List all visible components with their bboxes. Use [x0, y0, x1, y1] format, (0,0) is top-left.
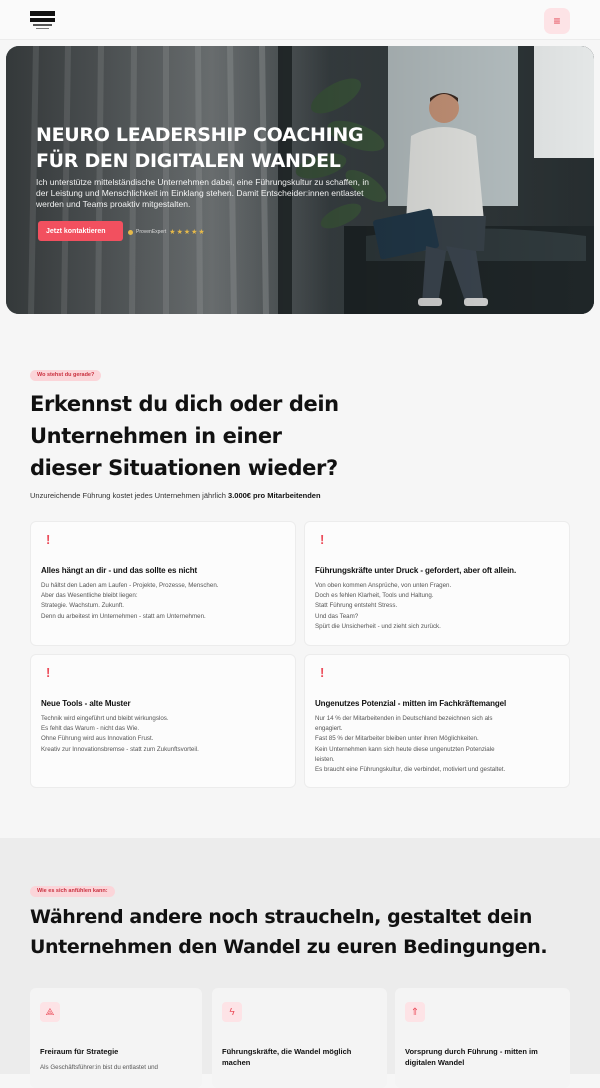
situation-card-line: Aber das Wesentliche bleibt liegen:	[41, 592, 138, 600]
benefit-card-title: Freiraum für Strategie	[40, 1047, 119, 1056]
situation-card-line: Nur 14 % der Mitarbeitenden in Deutschland bezeichnen sich als	[315, 715, 493, 722]
exclamation-icon: !	[46, 532, 51, 547]
contact-now-button[interactable]: Jetzt kontaktieren	[38, 221, 123, 241]
rating-stars-icon: ★★★★★	[169, 229, 206, 236]
situation-card-line: engagiert.	[315, 725, 343, 733]
benefits-eyebrow-pill: Wie es sich anfühlen kann:	[30, 886, 115, 897]
lightning-icon: ϟ	[222, 1002, 242, 1022]
hamburger-menu-button[interactable]	[544, 8, 570, 34]
logo-tagline	[36, 28, 49, 29]
situation-card-line: Technik wird eingeführt und bleibt wirkungslos.	[41, 715, 169, 722]
situation-card	[304, 654, 570, 788]
hero-section	[6, 46, 594, 314]
provenexpert-rating-badge[interactable]	[128, 227, 206, 237]
subheading-text: Unzureichende Führung kostet jedes Unternehmen jährlich	[30, 491, 229, 500]
situation-card-body	[315, 714, 561, 775]
benefit-card	[395, 988, 570, 1088]
hero-description: Ich unterstütze mittelständische Unternehmen dabei, eine Führungskultur zu schaffen, in der Leistung und Menschlichkeit im Einklang stehen. Damit Entscheider:innen entlastet werden und Teams proaktiv mitgestalten.	[36, 177, 369, 209]
provenexpert-label: ProvenExpert	[136, 229, 167, 235]
section-eyebrow-pill: Wo stehst du gerade?	[30, 370, 101, 381]
benefit-card	[30, 988, 202, 1088]
situation-card-line: Du hältst den Laden am Laufen - Projekte, Prozesse, Menschen.	[41, 582, 219, 589]
situation-card-line: Denn du arbeitest im Unternehmen - statt am Unternehmen.	[41, 612, 206, 620]
provenexpert-logo-icon	[128, 230, 133, 235]
logo-bar-top	[30, 11, 55, 16]
benefit-card-title: Vorsprung durch Führung - mitten im digitalen Wandel	[405, 1047, 538, 1067]
menu-icon: ≡	[553, 14, 561, 28]
situation-card	[304, 521, 570, 646]
logo-bar-middle	[30, 18, 55, 22]
benefits-heading: Während andere noch straucheln, gestaltet dein Unternehmen den Wandel zu euren Bedingungen.	[30, 906, 548, 958]
situation-card-body	[41, 581, 287, 622]
brand-logo[interactable]	[30, 11, 55, 30]
situation-card-line: leisten.	[315, 755, 335, 763]
situation-card-line: Es fehlt das Warum - nicht das Wie.	[41, 725, 140, 733]
benefit-card-title: Führungskräfte, die Wandel möglich machen	[222, 1047, 352, 1067]
section-subheading	[30, 491, 321, 500]
logo-bar-bottom	[33, 24, 52, 26]
compass-icon: ⟁	[40, 1002, 60, 1022]
situation-card-line: Strategie. Wachstum. Zukunft.	[41, 602, 124, 610]
situation-card-body	[315, 581, 561, 632]
situation-card-line: Von oben kommen Ansprüche, von unten Fragen.	[315, 582, 452, 589]
situation-card-line: Doch es fehlen Klarheit, Tools und Haltung.	[315, 592, 434, 600]
benefit-card	[212, 988, 387, 1088]
exclamation-icon: !	[320, 532, 325, 547]
hero-headline: NEURO LEADERSHIP COACHING FÜR DEN DIGITALEN WANDEL	[36, 124, 364, 172]
situation-card-title: Führungskräfte unter Druck - gefordert, aber oft allein.	[315, 566, 517, 575]
situation-card	[30, 521, 296, 646]
situation-card-line: Spürt die Unsicherheit - und zieht sich zurück.	[315, 622, 441, 630]
situation-card-line: Kreativ zur Innovationsbremse - statt zum Zukunftsvorteil.	[41, 745, 199, 753]
situation-card-line: Es braucht eine Führungskultur, die verbindet, motiviert und gestaltet.	[315, 766, 506, 774]
situation-card-line: Und das Team?	[315, 612, 359, 620]
situation-card-title: Alles hängt an dir - und das sollte es nicht	[41, 566, 198, 575]
rocket-icon: ⇑	[405, 1002, 425, 1022]
situation-card-title: Ungenutzes Potenzial - mitten im Fachkräftemangel	[315, 699, 507, 708]
situation-card-line: Statt Führung entsteht Stress.	[315, 602, 398, 610]
top-navigation-bar	[0, 0, 600, 40]
situation-card-line: Kein Unternehmen kann sich heute diese ungenutzten Potenziale	[315, 745, 495, 753]
situation-card-line: Fast 85 % der Mitarbeiter bleiben unter ihren Möglichkeiten.	[315, 735, 479, 743]
situation-card-title: Neue Tools - alte Muster	[41, 699, 131, 708]
subheading-highlight: 3.000€ pro Mitarbeitenden	[228, 491, 321, 500]
section-heading: Erkennst du dich oder dein Unternehmen in einer dieser Situationen wieder?	[30, 392, 339, 480]
exclamation-icon: !	[46, 665, 51, 680]
exclamation-icon: !	[320, 665, 325, 680]
benefit-card-text: Als Geschäftsführer:in bist du entlastet und	[40, 1064, 158, 1071]
situation-card-line: Ohne Führung wird aus Innovation Frust.	[41, 735, 154, 743]
situation-card	[30, 654, 296, 788]
situation-card-body	[41, 714, 287, 755]
